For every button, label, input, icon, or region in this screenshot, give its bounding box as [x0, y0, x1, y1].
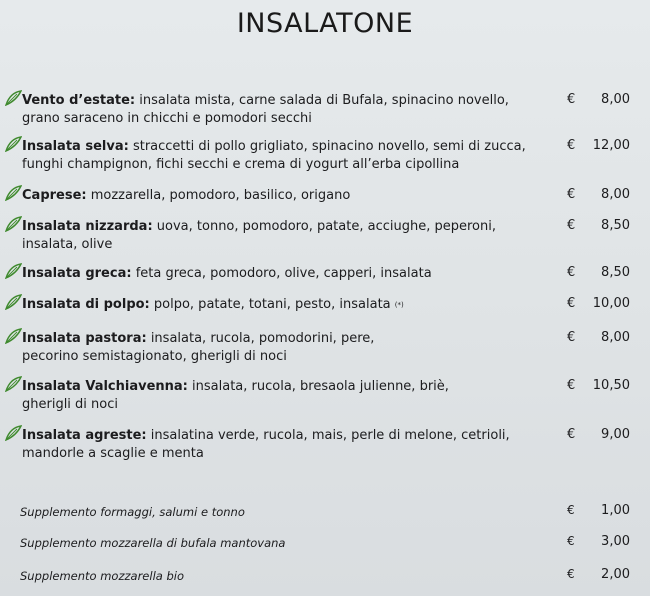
currency-symbol: € [567, 330, 576, 345]
item-name: Insalata di polpo: [22, 297, 150, 312]
currency-symbol: € [567, 427, 576, 442]
leaf-icon [4, 294, 22, 310]
item-description: polpo, patate, totani, pesto, insalata [149, 297, 395, 312]
item-price: 8,00 [601, 187, 630, 202]
currency-symbol: € [567, 296, 576, 311]
currency-symbol: € [567, 534, 575, 548]
item-price: 12,00 [592, 138, 630, 153]
item-text [22, 378, 542, 414]
currency-symbol: € [567, 265, 576, 280]
item-price: 8,00 [601, 92, 630, 107]
item-name: Insalata greca: [22, 266, 132, 281]
item-name: Insalata nizzarda: [22, 219, 153, 234]
supplement-price: 3,00 [601, 534, 630, 549]
item-description: feta greca, pomodoro, olive, capperi, insalata [131, 266, 432, 281]
item-text [22, 92, 542, 128]
currency-symbol: € [567, 378, 576, 393]
currency-symbol: € [567, 187, 576, 202]
item-description: straccetti di pollo grigliato, spinacino novello, semi di zucca, funghi champignon, fichi secchi e crema di yogurt all’erba cipollina [22, 139, 526, 172]
item-price: 8,50 [601, 265, 630, 280]
item-price: 10,50 [592, 378, 630, 393]
currency-symbol: € [567, 218, 576, 233]
item-name: Insalata agreste: [22, 428, 147, 443]
item-description: mozzarella, pomodoro, basilico, origano [86, 188, 351, 203]
item-price: 8,00 [601, 330, 630, 345]
item-text [22, 138, 542, 174]
leaf-icon [4, 376, 22, 392]
item-name: Vento d’estate: [22, 93, 136, 108]
leaf-icon [4, 425, 22, 441]
leaf-icon [4, 328, 22, 344]
item-price: 9,00 [601, 427, 630, 442]
item-name: Caprese: [22, 188, 87, 203]
item-price: 10,00 [592, 296, 630, 311]
item-description: insalata, rucola, bresaola julienne, briè, gherigli di noci [22, 379, 449, 412]
item-price: 8,50 [601, 218, 630, 233]
item-name: Insalata pastora: [22, 331, 147, 346]
item-text [22, 427, 542, 463]
item-footnote-mark: (*) [394, 301, 404, 309]
leaf-icon [4, 216, 22, 232]
item-description: insalata, rucola, pomodorini, pere, pecorino semistagionato, gherigli di noci [22, 331, 375, 364]
item-name: Insalata selva: [22, 139, 129, 154]
item-text [22, 187, 542, 205]
item-text [22, 218, 542, 254]
supplement-label: Supplemento mozzarella di bufala mantovana [20, 536, 286, 550]
currency-symbol: € [567, 567, 575, 581]
leaf-icon [4, 263, 22, 279]
leaf-icon [4, 90, 22, 106]
item-text [22, 265, 542, 283]
item-description: insalatina verde, rucola, mais, perle di melone, cetrioli, mandorle a scaglie e menta [22, 428, 510, 461]
currency-symbol: € [567, 92, 576, 107]
item-description: uova, tonno, pomodoro, patate, acciughe, peperoni, insalata, olive [22, 219, 496, 252]
currency-symbol: € [567, 138, 576, 153]
currency-symbol: € [567, 503, 575, 517]
supplement-label: Supplemento mozzarella bio [20, 569, 185, 583]
menu-title: INSALATONE [236, 8, 414, 39]
supplement-price: 1,00 [601, 503, 630, 518]
item-description: insalata mista, carne salada di Bufala, spinacino novello, grano saraceno in chicchi e pomodori secchi [22, 93, 509, 126]
supplement-label: Supplemento formaggi, salumi e tonno [20, 505, 245, 519]
item-text [22, 330, 542, 366]
item-name: Insalata Valchiavenna: [22, 379, 188, 394]
leaf-icon [4, 185, 22, 201]
supplement-price: 2,00 [601, 567, 630, 582]
item-text [22, 296, 542, 314]
leaf-icon [4, 136, 22, 152]
